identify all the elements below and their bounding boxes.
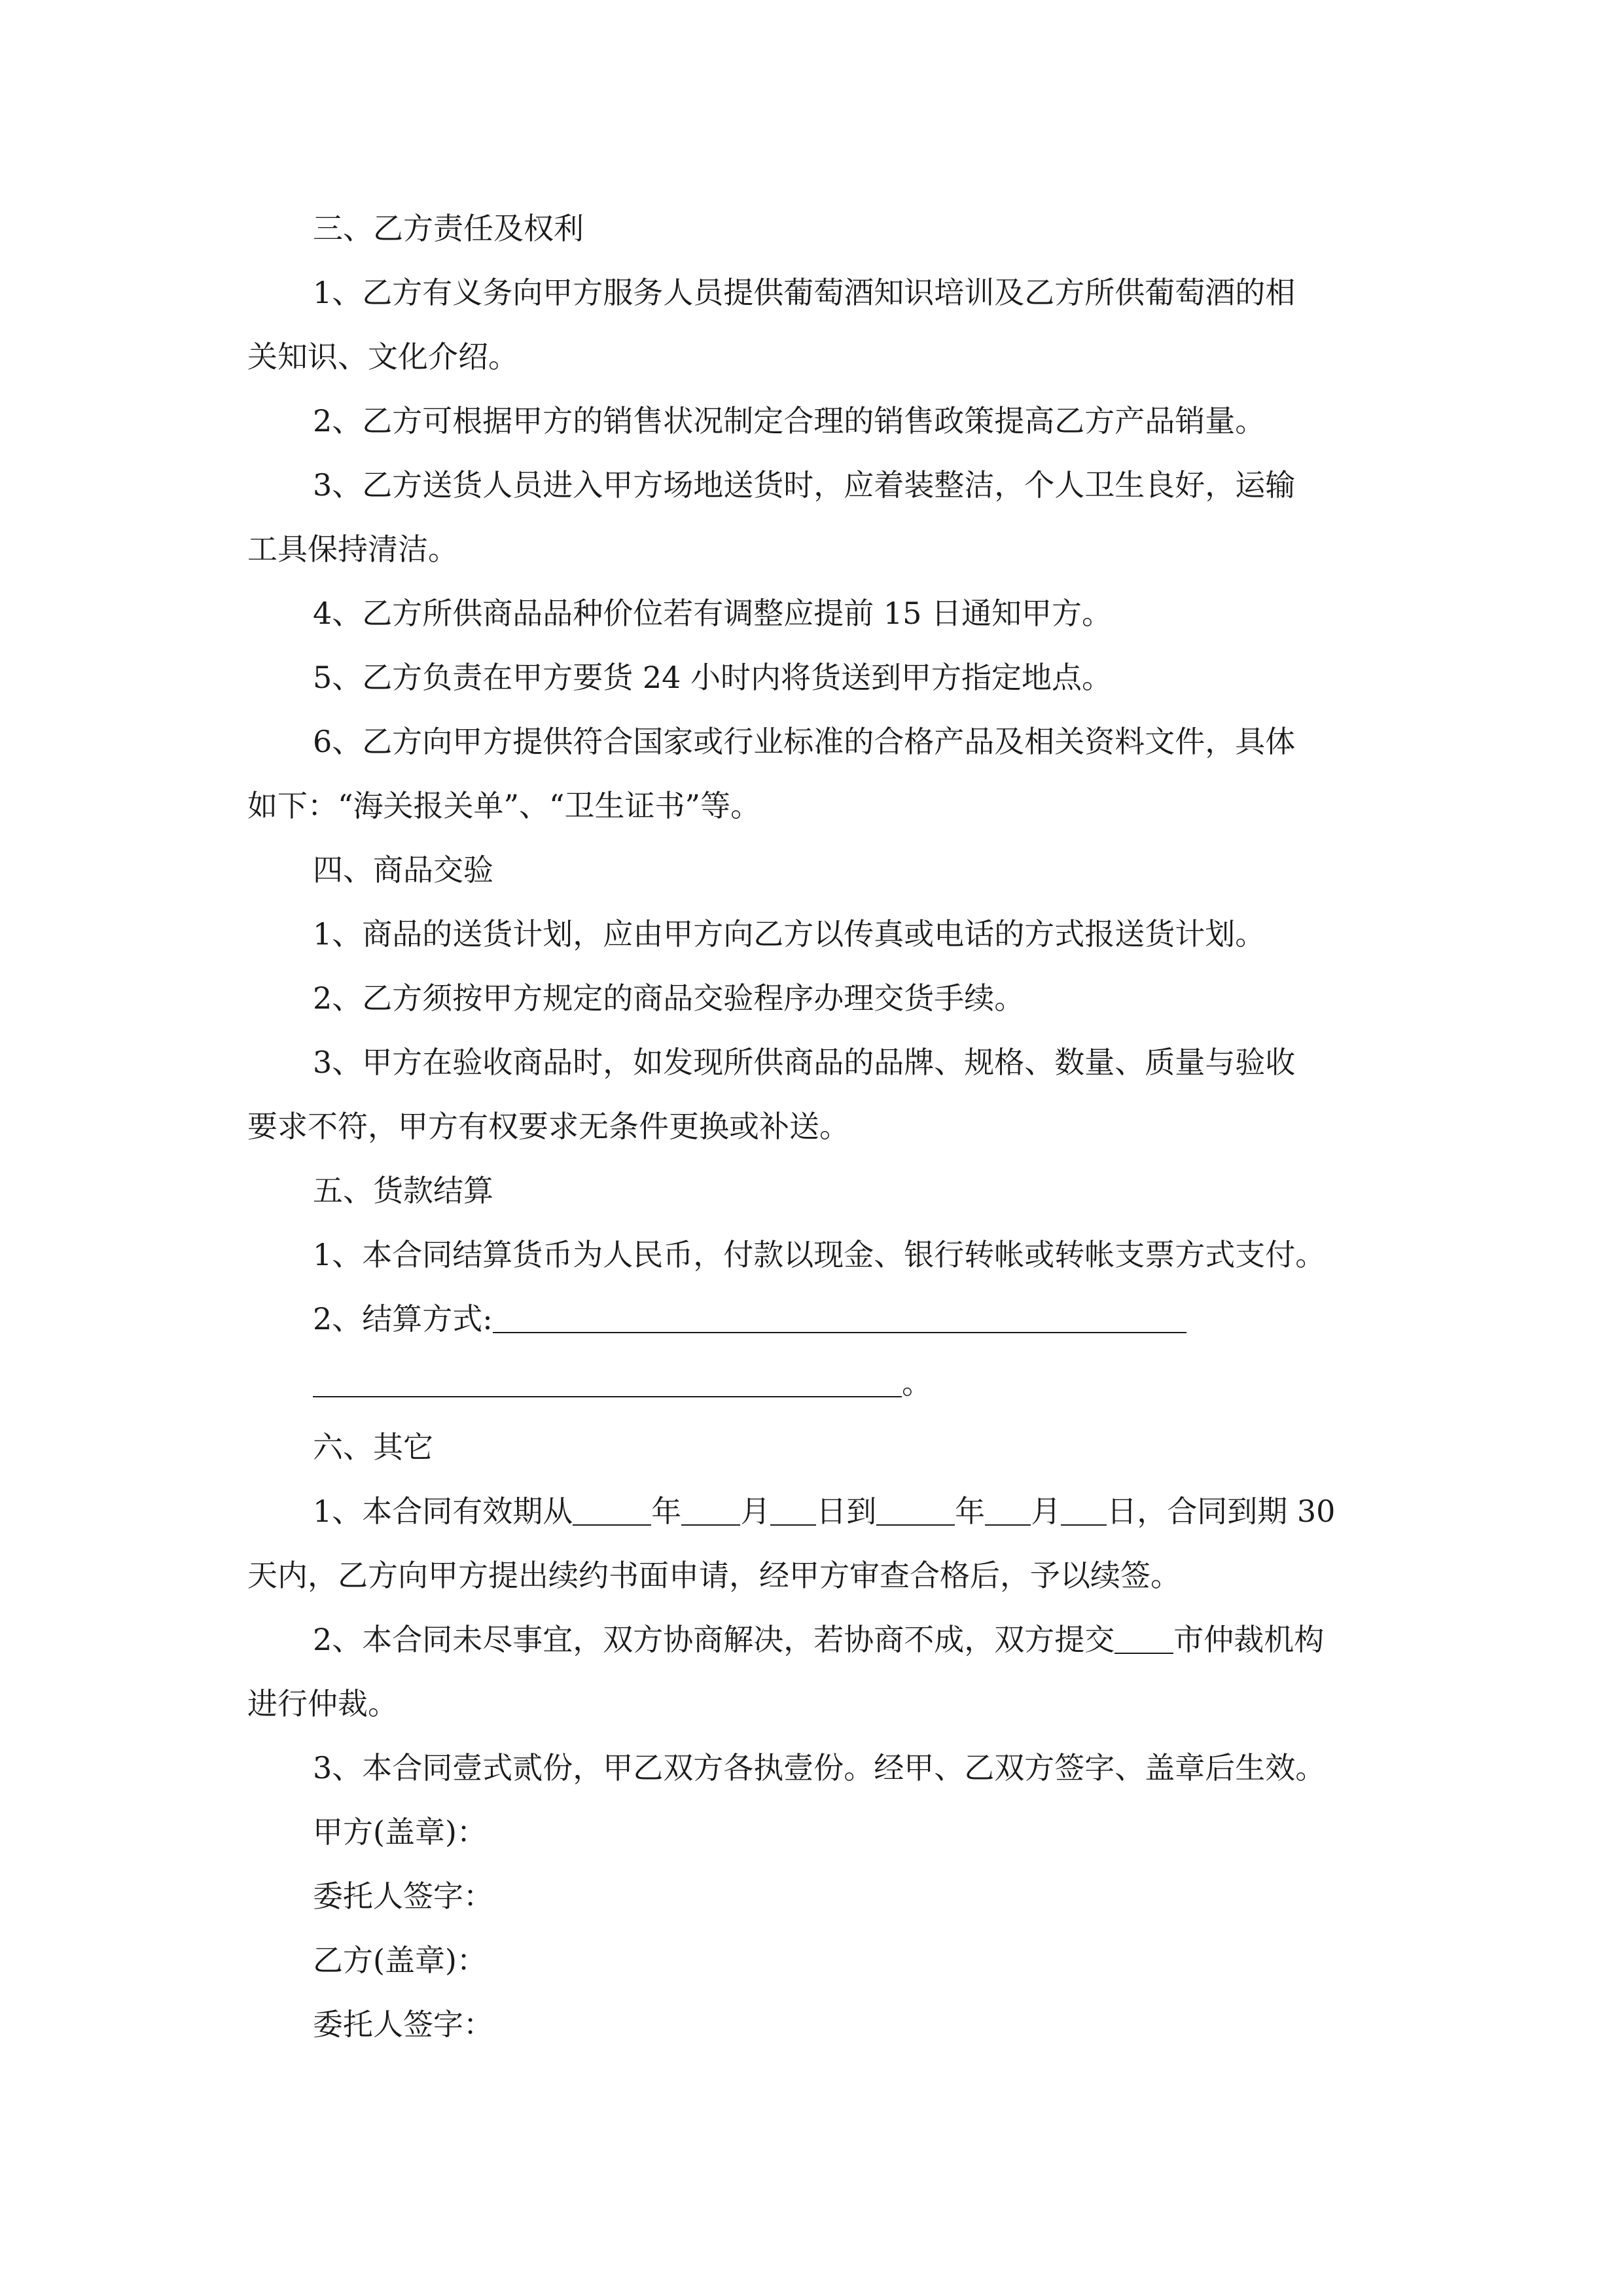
section-5-heading: 五、货款结算: [313, 1173, 493, 1208]
clause-6-2-line2: 进行仲裁。: [247, 1686, 398, 1721]
party-a-seal: 甲方(盖章)：: [313, 1814, 487, 1850]
party-b-agent-signature: 委托人签字：: [313, 2007, 493, 2042]
clause-6-3: 3、本合同壹式贰份，甲乙双方各执壹份。经甲、乙双方签字、盖章后生效。: [313, 1750, 1326, 1785]
clause-3-5: 5、乙方负责在甲方要货 24 小时内将货送到甲方指定地点。: [313, 660, 1113, 695]
expiry-tail: 日，合同到期 30: [1107, 1494, 1336, 1529]
clause-3-3-line1: 3、乙方送货人员进入甲方场地送货时，应着装整洁，个人卫生良好，运输: [313, 467, 1296, 503]
clause-5-2-line2: [247, 1351, 1386, 1415]
clause-3-2: 2、乙方可根据甲方的销售状况制定合理的销售政策提高乙方产品销量。: [313, 403, 1266, 439]
clause-5-1: 1、本合同结算货币为人民币，付款以现金、银行转帐或转帐支票方式支付。: [313, 1237, 1326, 1272]
settlement-method-end: 。: [902, 1365, 932, 1401]
arbitration-pre: 2、本合同未尽事宜，双方协商解决，若协商不成，双方提交: [313, 1622, 1115, 1657]
party-a-agent-signature: 委托人签字：: [313, 1878, 493, 1914]
clause-6-1-line1: [247, 1479, 1386, 1543]
clause-3-4: 4、乙方所供商品品种价位若有调整应提前 15 日通知甲方。: [313, 596, 1113, 631]
month-label-2: 月: [1031, 1494, 1061, 1529]
clause-4-3-line1: 3、甲方在验收商品时，如发现所供商品的品牌、规格、数量、质量与验收: [313, 1045, 1296, 1080]
start-year-blank[interactable]: [573, 1494, 651, 1526]
clause-3-6-line2: 如下：“海关报关单”、“卫生证书”等。: [247, 788, 761, 823]
arbitration-post: 市仲裁机构: [1173, 1622, 1325, 1657]
clause-4-3-line2: 要求不符，甲方有权要求无条件更换或补送。: [247, 1109, 849, 1144]
clause-3-1-line2: 关知识、文化介绍。: [247, 339, 518, 374]
clause-6-2-line1: [247, 1607, 1386, 1672]
settlement-method-blank[interactable]: [493, 1302, 1186, 1333]
day-to-label: 日到: [816, 1494, 877, 1529]
contract-page: [247, 196, 1386, 2056]
year-label: 年: [651, 1494, 682, 1529]
section-3-heading: 三、乙方责任及权利: [313, 211, 584, 246]
settlement-method-label: 2、结算方式:: [313, 1301, 493, 1336]
clause-3-1-line1: 1、乙方有义务向甲方服务人员提供葡萄酒知识培训及乙方所供葡萄酒的相: [313, 275, 1296, 310]
validity-label: 1、本合同有效期从: [313, 1494, 573, 1529]
clause-5-2-line1: [247, 1287, 1386, 1351]
start-day-blank[interactable]: [770, 1494, 816, 1526]
month-label: 月: [740, 1494, 771, 1529]
section-4-heading: 四、商品交验: [313, 852, 493, 888]
clause-4-1: 1、商品的送货计划，应由甲方向乙方以传真或电话的方式报送货计划。: [313, 916, 1266, 952]
clause-6-1-line2: 天内，乙方向甲方提出续约书面申请，经甲方审查合格后，予以续签。: [247, 1558, 1181, 1593]
party-b-seal: 乙方(盖章)：: [313, 1943, 487, 1978]
year-label-2: 年: [955, 1494, 986, 1529]
clause-3-6-line1: 6、乙方向甲方提供符合国家或行业标准的合格产品及相关资料文件，具体: [313, 724, 1296, 759]
end-month-blank[interactable]: [985, 1494, 1031, 1526]
clause-4-2: 2、乙方须按甲方规定的商品交验程序办理交货手续。: [313, 980, 1025, 1016]
settlement-method-blank-2[interactable]: [313, 1366, 902, 1397]
arbitration-city-blank[interactable]: [1115, 1623, 1173, 1654]
end-day-blank[interactable]: [1061, 1494, 1107, 1526]
end-year-blank[interactable]: [876, 1494, 955, 1526]
start-month-blank[interactable]: [681, 1494, 740, 1526]
clause-3-3-line2: 工具保持清洁。: [247, 531, 458, 567]
section-6-heading: 六、其它: [313, 1429, 433, 1465]
